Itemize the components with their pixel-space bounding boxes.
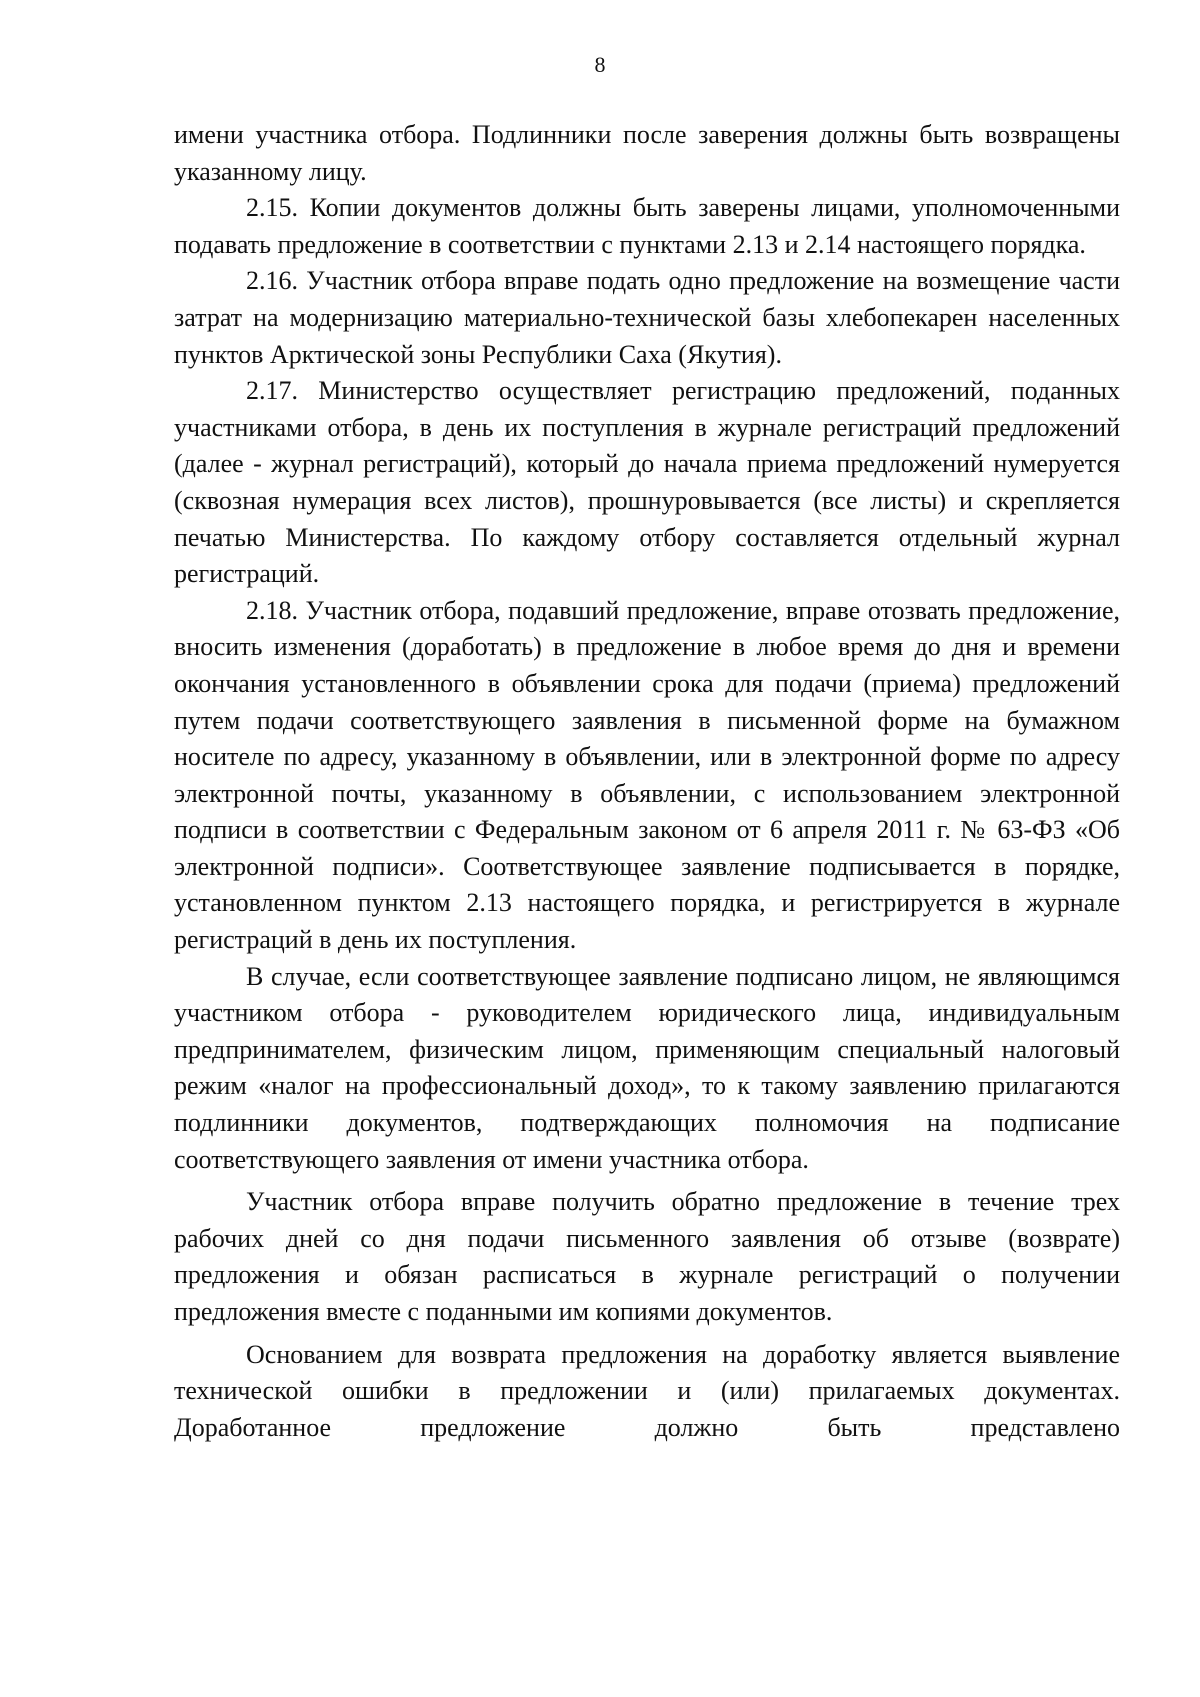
paragraph-continuation: имени участника отбора. Подлинники после заверения должны быть возвращены указанному лицу. <box>174 120 1120 186</box>
paragraph-2-16: 2.16. Участник отбора вправе подать одно предложение на возмещение части затрат на модернизацию материально-технической базы хлебопекарен населенных пунктов Арктической зоны Республики Саха (Якутия). <box>174 266 1120 369</box>
paragraph-return-grounds: Основанием для возврата предложения на доработку является выявление технической ошибки в предложении и (или) прилагаемых документах. Доработанное предложение должно быть представлено <box>174 1339 1120 1442</box>
paragraph-2-15: 2.15. Копии документов должны быть заверены лицами, уполномоченными подавать предложение в соответствии с пунктами 2.13 и 2.14 настоящего порядка. <box>174 193 1120 259</box>
paragraph-2-18: 2.18. Участник отбора, подавший предложение, вправе отозвать предложение, вносить изменения (доработать) в предложение в любое время до дня и времени окончания установленного в объявлении срока для подачи (приема) предложений путем подачи соответствующего заявления в письменной форме на бумажном носителе по адресу, указанному в объявлении, или в электронной форме по адресу электронной почты, указанному в объявлении, с использованием электронной подписи в соответствии с Федеральным законом от 6 апреля 2011 г. № 63-ФЗ «Об электронной подписи». Соответствующее заявление подписывается в порядке, установленном пунктом 2.13 настоящего порядка, и регистрируется в журнале регистраций в день их поступления. <box>174 595 1120 955</box>
paragraph-2-17: 2.17. Министерство осуществляет регистрацию предложений, поданных участниками отбора, в день их поступления в журнале регистраций предложений (далее - журнал регистраций), который до начала приема предложений нумеруется (сквозная нумерация всех листов), прошнуровывается (все листы) и скрепляется печатью Министерства. По каждому отбору составляется отдельный журнал регистраций. <box>174 376 1120 589</box>
paragraph-return-proposal: Участник отбора вправе получить обратно предложение в течение трех рабочих дней со дня подачи письменного заявления об отзыве (возврате) предложения и обязан расписаться в журнале регистраций о получении предложения вместе с поданными им копиями документов. <box>174 1187 1120 1326</box>
page-number: 8 <box>594 52 606 77</box>
document-body <box>174 117 1120 1446</box>
paragraph-signatory-case: В случае, если соответствующее заявление подписано лицом, не являющимся участником отбора - руководителем юридического лица, индивидуальным предпринимателем, физическим лицом, применяющим специальный налоговый режим «налог на профессиональный доход», то к такому заявлению прилагаются подлинники документов, подтверждающих полномочия на подписание соответствующего заявления от имени участника отбора. <box>174 961 1120 1174</box>
